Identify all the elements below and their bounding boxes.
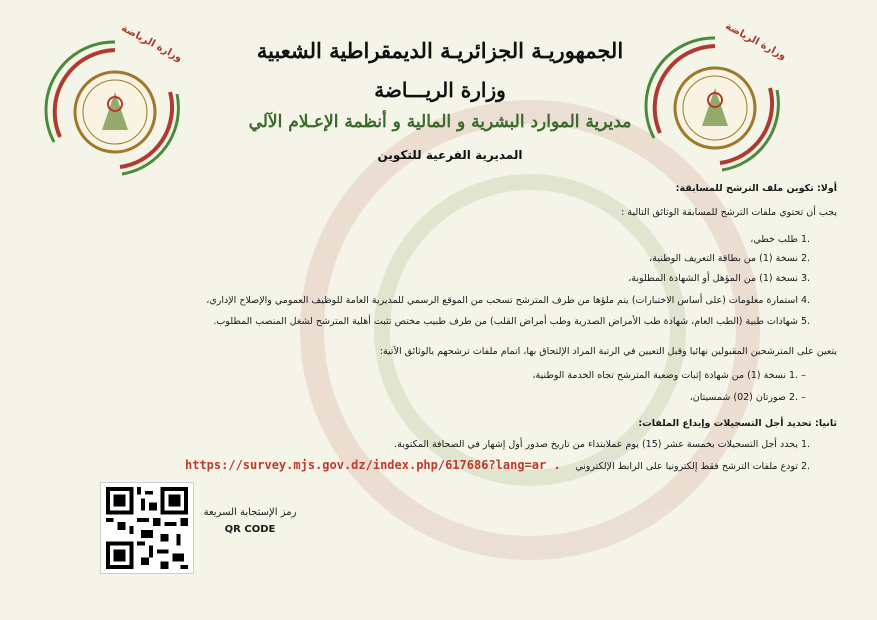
list-item-text: صورتان (02) شمسيتان،	[689, 392, 786, 403]
list-item-text: يحدد أجل التسجيلات بخمسة عشر (15) يوم عملابتداء من تاريخ صدور أول إشهار في الصحافة المكتوبة.	[394, 439, 798, 450]
emblem-label-left: وزارة الرياضة	[119, 22, 184, 65]
accepted-intro: يتعين على المترشحين المقبولين نهائيا وقبل التعيين في الرتبة المراد الإلتحاق بها، اتمام ملفات ترشحهم بالوثائق الآتية:	[379, 346, 837, 357]
emblem-label-right: وزارة الرياضة	[723, 20, 788, 63]
survey-link[interactable]: https://survey.mjs.gov.dz/index.php/617686?lang=ar .	[185, 458, 561, 472]
list-item-text: نسخة (1) من المؤهل أو الشهادة المطلوبة،	[628, 273, 798, 284]
section1-intro: يجب أن تحتوي ملفات الترشح للمسابقة الوثائق التالية :	[621, 207, 837, 218]
list-item: 1. طلب خطي،	[750, 234, 811, 245]
list-item-text: نسخة (1) من بطاقة التعريف الوطنية،	[649, 253, 798, 264]
list-item: 5. شهادات طبية (الطب العام، شهادة طب الأمراض الصدرية وطب أمراض القلب) من طرف طبيب مختص تثبت أهلية المترشح لشغل المنصب المطلوب.	[213, 316, 811, 327]
ministry-title: وزارة الريـــاضة	[374, 78, 506, 102]
section1-title: أولا: تكوين ملف الترشح للمسابقة:	[675, 183, 837, 194]
list-item: 2. – صورتان (02) شمسيتان،	[689, 392, 806, 403]
list-item-text: استمارة معلومات (على أساس الاختبارات) يتم ملؤها من طرف المترشح تسحب من الموقع الرسمي للمديرية العامة للوظيف العمومي والإصلاح الإداري،	[206, 295, 798, 306]
list-item: 3. نسخة (1) من المؤهل أو الشهادة المطلوبة،	[628, 273, 811, 284]
list-item: 1. – نسخة (1) من شهادة إثبات وضعية المترشح تجاه الخدمة الوطنية،	[532, 370, 806, 381]
section2-title: ثانيا: تحديد أجل التسجيلات وإيداع الملفات:	[638, 418, 837, 429]
qr-label: رمز الإستجابة السريعة	[203, 507, 297, 518]
list-item-text: نسخة (1) من شهادة إثبات وضعية المترشح تجاه الخدمة الوطنية،	[532, 370, 786, 381]
list-item: 2. تودع ملفات الترشح فقط إلكترونيا على الرابط الإلكتروني	[575, 461, 811, 472]
list-item: 4. استمارة معلومات (على أساس الاختبارات) يتم ملؤها من طرف المترشح تسحب من الموقع الرسمي للمديرية العامة للوظيف العمومي والإصلاح الإداري،	[206, 295, 811, 306]
directorate-title: مديرية الموارد البشرية و المالية و أنظمة الإعـلام الآلي	[248, 112, 632, 132]
list-item-text: شهادات طبية (الطب العام، شهادة طب الأمراض الصدرية وطب أمراض القلب) من طرف طبيب مختص تثبت أهلية المترشح لشغل المنصب المطلوب.	[213, 316, 798, 327]
list-item: 2. نسخة (1) من بطاقة التعريف الوطنية،	[649, 253, 811, 264]
list-item-text: تودع ملفات الترشح فقط إلكترونيا على الرابط الإلكتروني	[575, 461, 798, 472]
qr-code[interactable]	[100, 482, 194, 574]
list-item: 1. يحدد أجل التسجيلات بخمسة عشر (15) يوم عملابتداء من تاريخ صدور أول إشهار في الصحافة المكتوبة.	[394, 439, 811, 450]
qr-sublabel: QR CODE	[224, 524, 276, 535]
ministry-emblem-left	[40, 22, 190, 182]
subdirectorate-title: المديرية الفرعية للتكوين	[377, 148, 523, 162]
document-body	[77, 183, 837, 483]
list-item-text: طلب خطي،	[750, 234, 798, 245]
republic-title: الجمهوريـة الجزائريـة الديمقراطية الشعبية	[256, 38, 624, 63]
